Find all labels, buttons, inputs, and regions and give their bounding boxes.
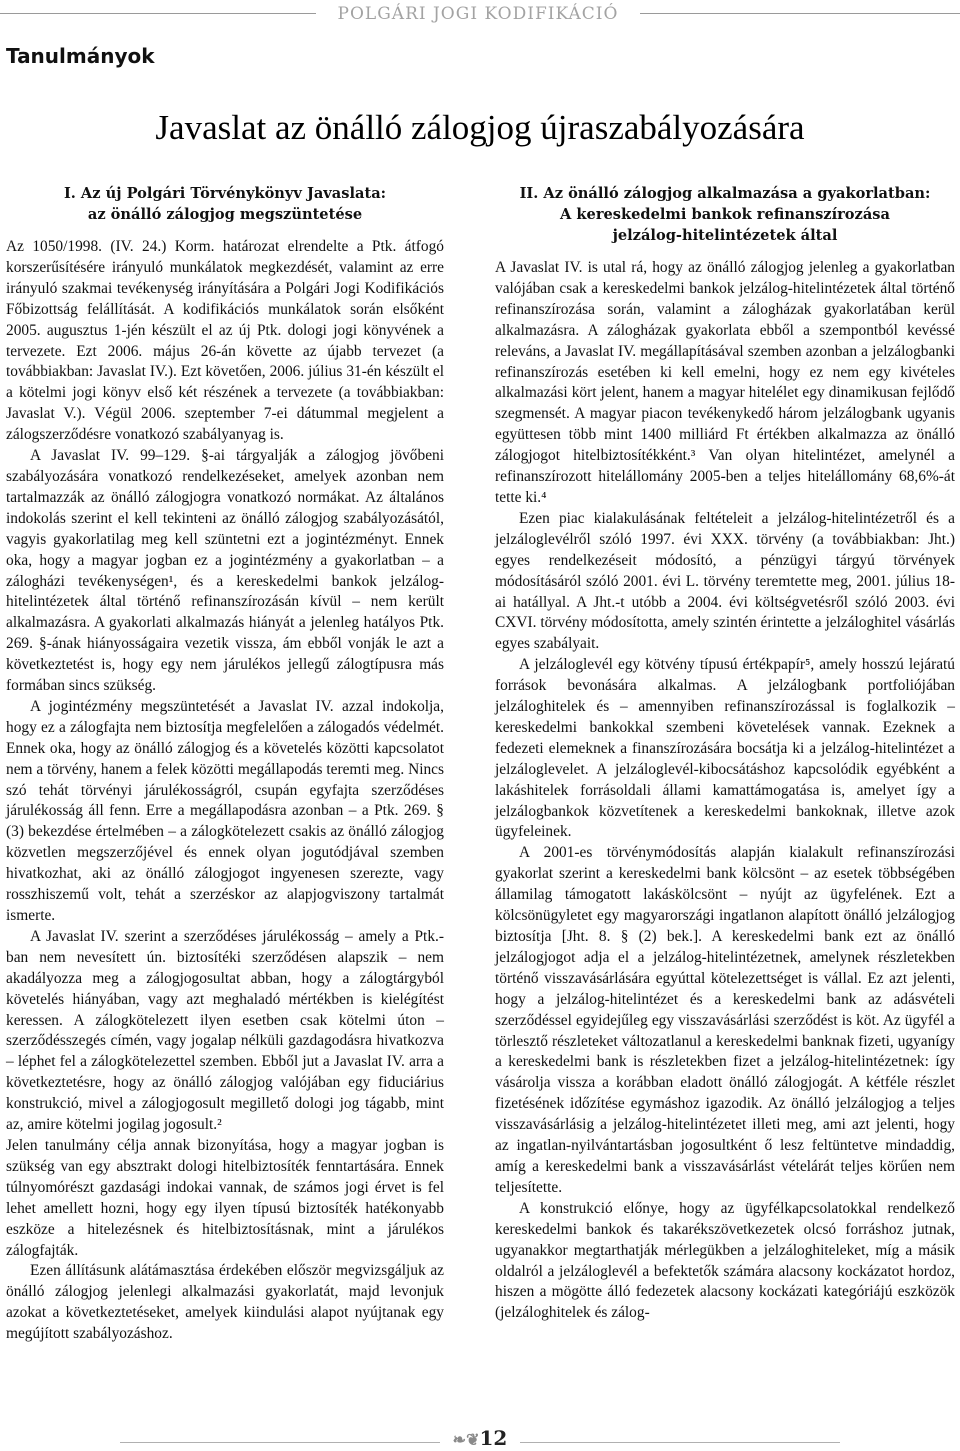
paragraph: A Javaslat IV. is utal rá, hogy az önálló zálogjog jelenleg a gyakorlatban valójában csak a kereskedelmi bankok jelzálog-hitelintézetek által történő refinanszírozása során, valamint a zálogházak gyakorlatában kerül alkalmazásra. A zálogházak gyakorlata ebből a szempontból kevéssé releváns, a Javaslat IV. megállapításával szemben azonban a jelzálogbanki refinanszírozás esetében ki kell emelni, hogy ez nem egy kivételes alkalmazási kört jelent, hanem a magyar hitelélet egy dinamikusan fejlődő szegmensét. A magyar piacon tevékenykedő három jelzálogbank ugyanis együttesen több mint 1400 milliárd Ft értékben alkalmazza az önálló zálogjogot hitelbiztosítékként.³ Van olyan hitelintézet, amelynél a refinanszírozott hitelállomány 2005-ben a teljes hitelállomány 68,6%-át tette ki.⁴ [495,259,955,506]
right-column-heading [495,183,955,246]
page-number: 12 [479,1426,508,1450]
left-column-heading [6,183,444,225]
right-heading-line-3: jelzálog-hitelintézetek által [612,227,838,244]
right-heading-line-1: II. Az önálló zálogjog alkalmazása a gyakorlatban: [519,185,931,202]
paragraph: Ezen piac kialakulásának feltételeit a jelzálog-hitelintézetről és a jelzáloglevélről szóló 1997. évi XXX. törvény (a továbbiakban: Jht.) egyes rendelkezéseit módosító, a pénzügyi tárgyú törvények módosításáról szóló 2001. évi L. törvény teremtette meg, 2001. július 18-ai hatállyal. A Jht.-t utóbb a 2004. évi költségvetésről szóló 2003. évi CXVI. törvény módosította, amely szintén érintette a jelzáloghitel vásárlás egyes szabályait. [495,509,955,653]
left-heading-line-2: az önálló zálogjog megszüntetése [87,206,363,223]
paragraph: A jelzáloglevél egy kötvény típusú értékpapír⁵, amely hosszú lejáratú források bevonására alkalmas. A jelzálogbank portfoliójában jelzáloghitelek és – amennyiben refinanszírozással is foglalkozik – kereskedelmi bankokkal szembeni követelések vannak. Ezeknek a fedezeti elemeknek a finanszírozására bocsátja ki a jelzálog-hitelintézet a jelzáloglevelet. A jelzáloglevél-kibocsátáshoz kapcsolódik egyébként a lakáshitelek forrásoldali állami kamattámogatása is, amelyet így a jelzálogbankok közvetítenek a kereskedelmi bankoknak, illetve azok ügyfeleinek. [495,656,955,841]
right-column [495,183,955,1324]
paragraph: Jelen tanulmány célja annak bizonyítása, hogy a magyar jogban is szükség van egy absztrakt dologi hitelbiztosíték fenntartására. Ennek túlnyomórészt gazdasági indokai vannak, de számos jogi érvet is fel lehet amellett hozni, hogy egy ilyen típusú biztosíték hatékonyabb eszköze a hitelezésnek és hitelbiztosításnak, mint a járulékos zálogfajták. [6,1136,444,1259]
header-rule-left [0,13,316,14]
footer-rule-right [520,1442,840,1443]
running-title: POLGÁRI JOGI KODIFIKÁCIÓ [337,4,619,24]
left-column [6,183,444,1345]
paragraph: Az 1050/1998. (IV. 24.) Korm. határozat elrendelte a Ptk. átfogó korszerűsítésére irányuló munkálatok megkezdését, valamint az erre irányuló szakmai tevékenység irányítására a Polgári Jogi Kodifikációs Főbizottság felállítását. A kodifikációs munkálatok során elsőként 2005. augusztus 1-jén készült el az új Ptk. dologi jogi könyvének a tervezete. Ezt 2006. május 26-án követte az újabb tervezet (a továbbiakban: Javaslat IV.). Ezt követően, 2006. július 31-én készült el a kötelmi jogi könyv első két részének a tervezete (a továbbiakban: Javaslat V.). Végül 2006. szeptember 7-ei dátummal megjelent a zálogszerződésre vonatkozó szabályanyag is. [6,238,444,444]
paragraph: A konstrukció előnye, hogy az ügyfélkapcsolatokkal rendelkező kereskedelmi bankok és takarékszövetkezetek olcsó forráshoz jutnak, ugyanakkor megtarthatják mérlegükben a jelzáloghiteleket, míg a másik oldalról a jelzáloglevél a befektetők számára alacsony kockázatot hordoz, hiszen a mögötte álló fedezetek alacsony kockázati kategóriájú eszközök (jelzáloghitelek és zálog- [495,1199,955,1322]
article-title: Javaslat az önálló zálogjog újraszabályozására [155,108,805,147]
ornament-icon: ❧❦ [452,1430,480,1449]
left-heading-line-1: I. Az új Polgári Törvénykönyv Javaslata: [63,185,387,202]
paragraph: A Javaslat IV. 99–129. §-ai tárgyalják a zálogjog jövőbeni szabályozására vonatkozó rendelkezéseket, amelyek azonban nem tartalmazzák az önálló zálogjogra vonatkozó normákat. Az általános indokolás szerint el kell tekinteni az önálló zálogjog szabályozásától, vagyis gyakorlatilag meg kell szüntetni ezt a jogintézményt. Ennek oka, hogy a magyar jogban ez a jogintézmény a gyakorlatban – a zálogházi tevékenységen¹, és a kereskedelmi bankok jelzálog-hitelintézetek által történő refinanszírozásán kívül – nem került alkalmazásra. A gyakorlati alkalmazás hiányát a jelenleg hatályos Ptk. 269. §-ának hiányosságaira vezetik vissza, ám ebből vonják le azt a következtetést is, hogy egy nem járulékos jellegű zálogtípusra más formában sincs szükség. [6,447,444,695]
paragraph: A jogintézmény megszüntetését a Javaslat IV. azzal indokolja, hogy ez a zálogfajta nem biztosítja megfelelően a zálogadós védelmét. Ennek oka, hogy az önálló zálogjog és a követelés közötti kapcsolatot nem a törvény, hanem a felek közötti megállapodás teremti meg. Nincs szó tehát törvényi járulékosságról, csupán egyfajta szerződéses járulékosság áll fenn. Erre a megállapodásra azonban – a Ptk. 269. § (3) bekezdése értelmében – a zálogkötelezett csakis az önálló zálogjog közvetlen megszerzőjével és ennek olyan jogutódjával szemben hivatkozhat, aki az önálló zálogjogot ingyenesen szerezte, vagy rosszhiszemű volt, tehát a szerzéskor az alapjogviszony tartalmát ismerte. [6,697,444,924]
paragraph: A Javaslat IV. szerint a szerződéses járulékosság – amely a Ptk.-ban nem nevesített ún. biztosítéki szerződésen alapszik – nem akadályozza meg a zálogjogosultat abban, hogy a zálogtárgyból követelés hiányában, vagy azt meghaladó mértékben is kielégítést keressen. A zálogkötelezett ilyen esetben csak kötelmi úton – szerződésszegés címén, vagy jogalap nélküli gazdagodásra hivatkozva – léphet fel a zálogkötelezettel szemben. Ebből jut a Javaslat IV. arra a következtetésre, hogy az önálló zálogjog valójában egy fiduciárius konstrukció, mivel a zálogjogosult megillető dologi jog tágabb, mint az, amire kötelmi jogilag jogosult.² [6,927,444,1134]
section-label: Tanulmányok [6,44,155,68]
right-heading-line-2: A kereskedelmi bankok refinanszírozása [560,206,890,223]
paragraph: Ezen állításunk alátámasztása érdekében először megvizsgáljuk az önálló zálogjog jelenlegi alkalmazási gyakorlatát, majd levonjuk azokat a következtetéseket, amelyek kiindulási alapot nyújtanak egy megújított szabályozáshoz. [6,1262,444,1343]
paragraph: A 2001-es törvénymódosítás alapján kialakult refinanszírozási gyakorlat szerint a kereskedelmi bank kölcsönt – az esetek többségében államilag támogatott lakáskölcsönt – nyújt az ügyfelének. Ezt a kölcsönügyletet egy magyarországi ingatlanon alapított önálló jelzálogjog biztosítja [Jht. 8. § (2) bek.]. A kereskedelmi bank ezt az önálló jelzálogjogot adja el a jelzálog-hitelintézetnek, amelynek részletekben történő visszavásárlására egyúttal kötelezettséget is vállal. Ez azt jelenti, hogy a jelzálog-hitelintézet és a kereskedelmi bank az adásvételi szerződéssel egyidejűleg egy visszavásárlási szerződést is köt. Az ügyfél a törlesztő részleteket változatlanul a kereskedelmi banknak fizeti, ugyanígy a kereskedelmi bank is részletekben fizet a jelzálog-hitelintézetnek: így vásárolja vissza a korábban eladott önálló zálogjogát. A kétféle részlet fizetésének időzítése egymáshoz igazodik. Az önálló jelzálogjog a teljes visszavásárlásig a jelzálog-hitelintézetet illeti meg, ami azt jelenti, hogy az ingatlan-nyilvántartásban jogosultként ő lesz feltüntetve mindaddig, amíg a kereskedelmi bank a visszavásárlást vételárát teljes körűen nem teljesítette. [495,844,955,1196]
header-rule-right [640,13,960,14]
page-number-block [0,1426,960,1450]
